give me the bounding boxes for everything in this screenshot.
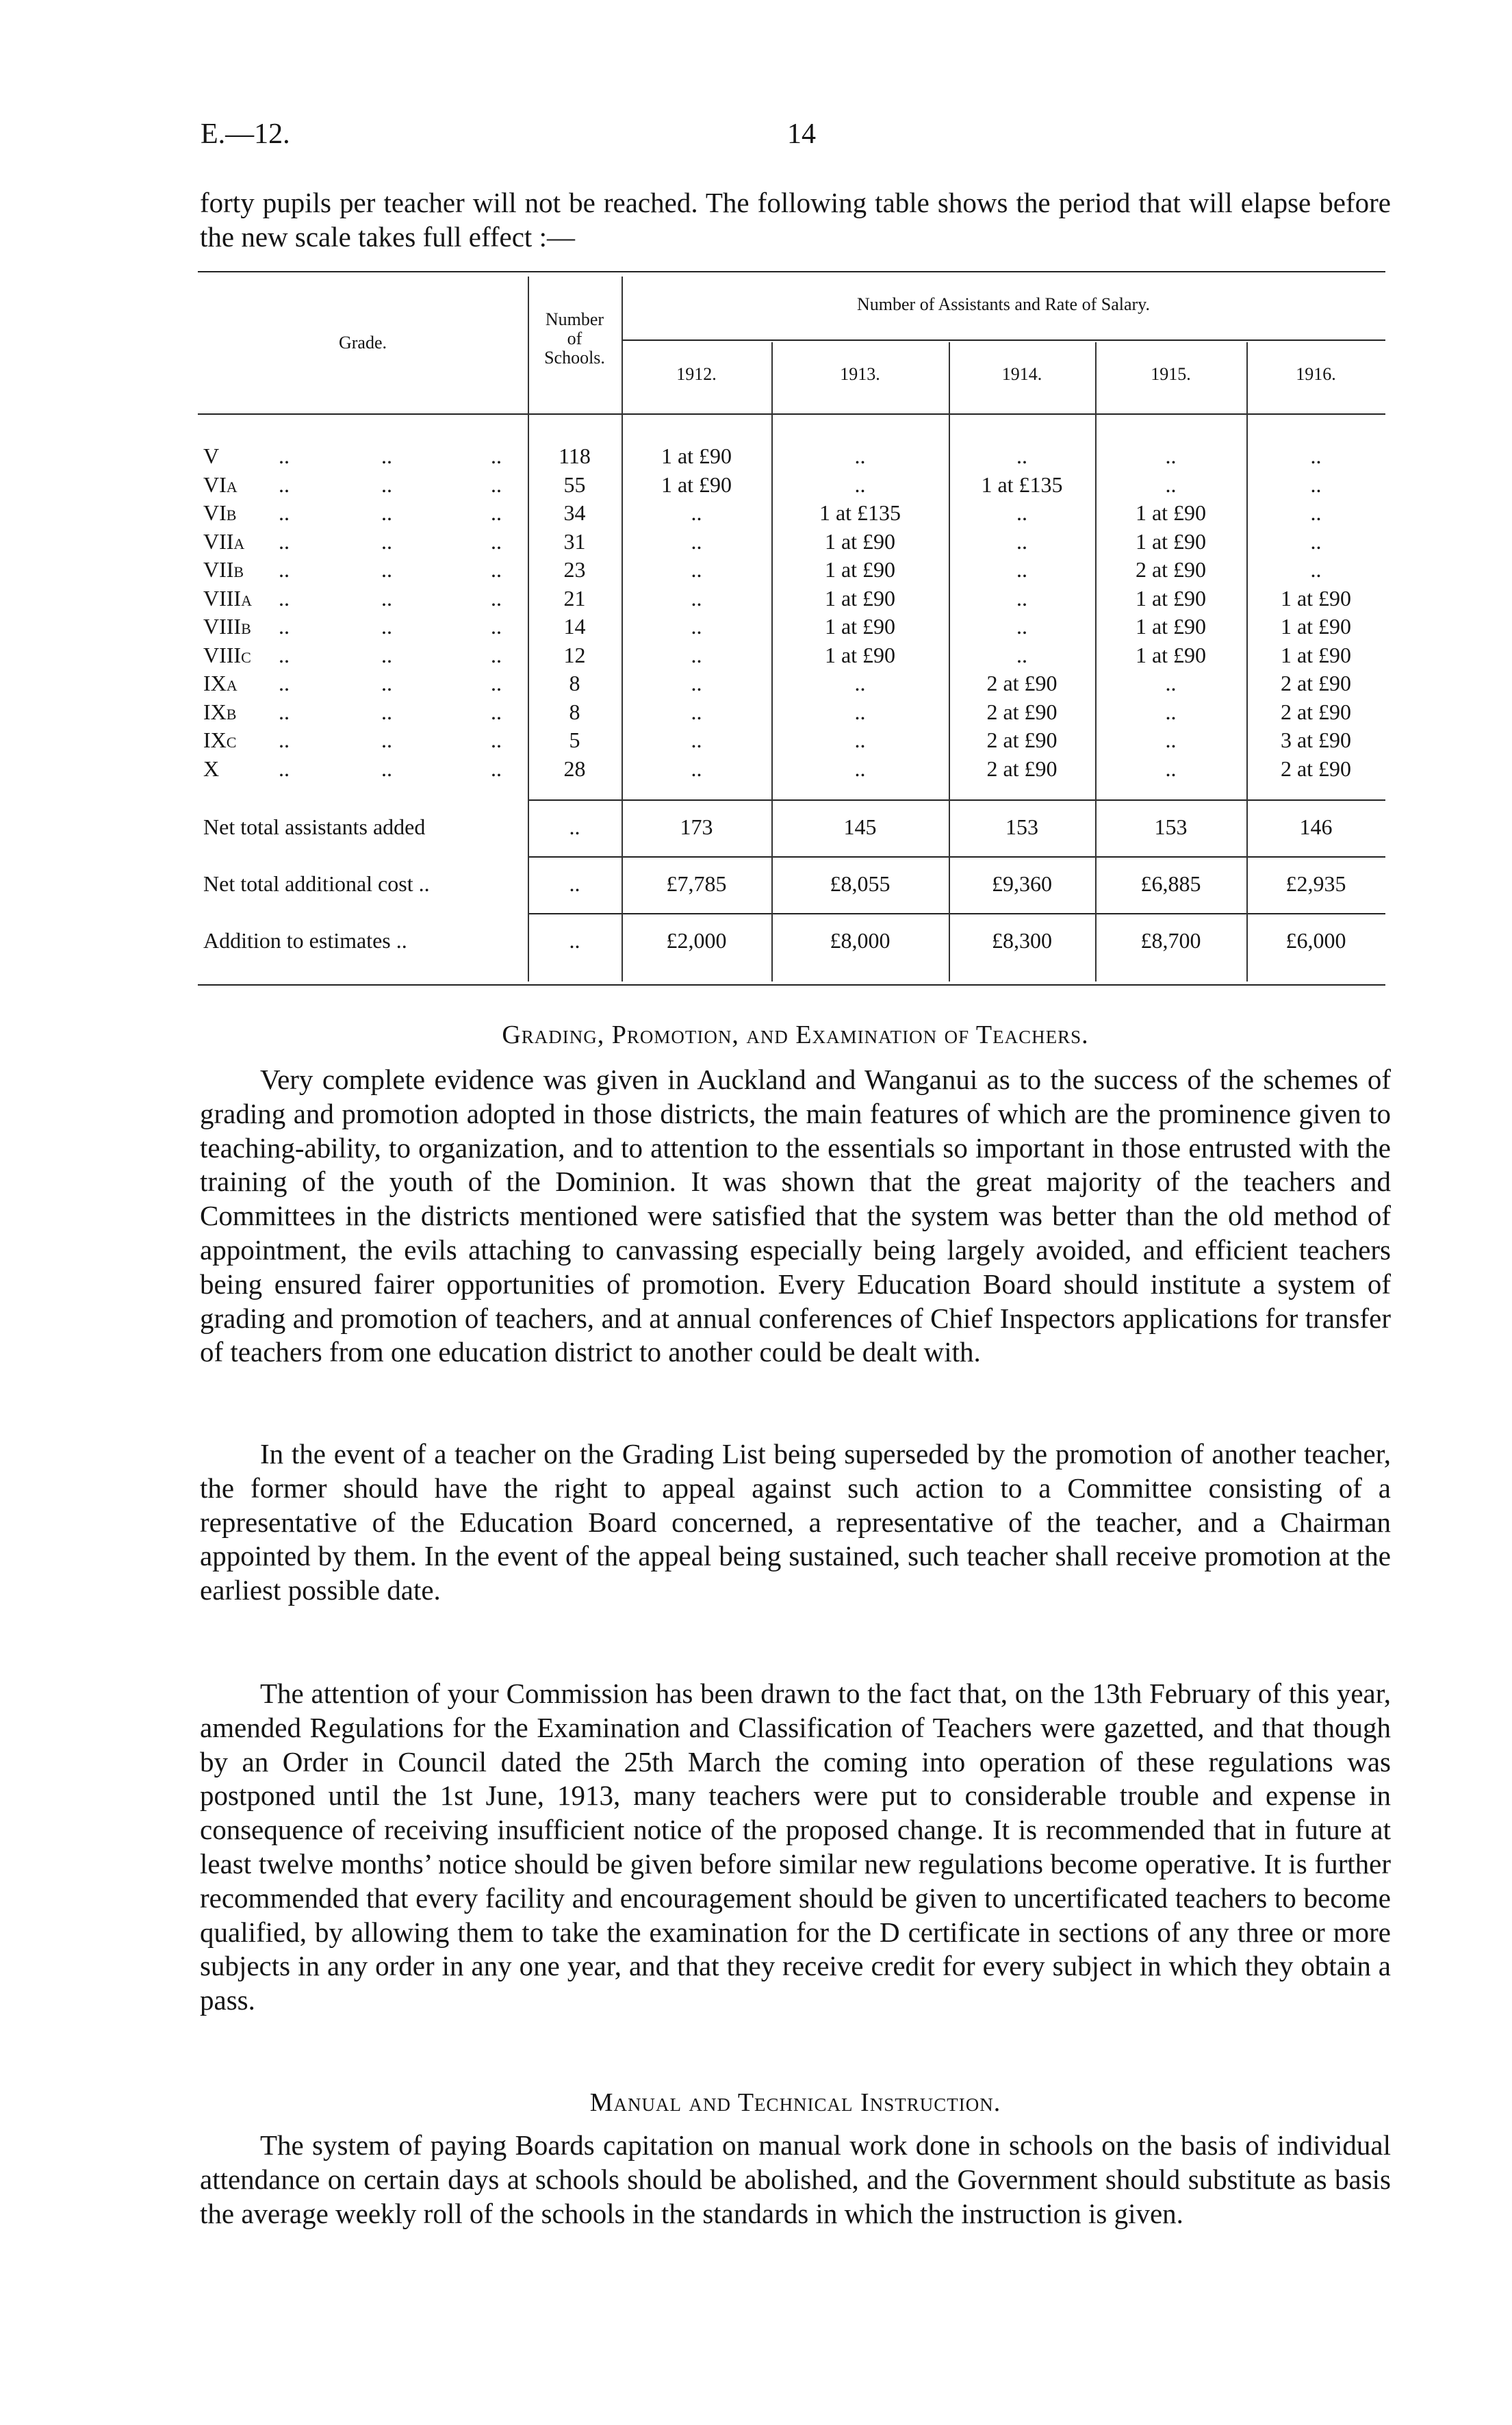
year-value: .. — [1165, 699, 1177, 724]
totals-row — [198, 813, 1385, 842]
table-row — [198, 613, 1385, 641]
grade-cell — [203, 669, 518, 700]
leader-dots: .. — [279, 699, 290, 724]
intro-paragraph: forty pupils per teacher will not be reached. The following table shows the period that will elapse before the new scale takes full effect :— — [200, 187, 1391, 253]
leader-dots: .. — [381, 472, 392, 497]
total-value: £8,700 — [1140, 928, 1201, 953]
table-row — [198, 556, 1385, 585]
schools-count: 118 — [559, 444, 591, 468]
year-value: .. — [1016, 585, 1027, 611]
header-year-1913: 1913. — [840, 364, 880, 384]
year-value: 2 at £90 — [1280, 756, 1352, 781]
header-schools-line3: Schools. — [544, 348, 605, 368]
table-row — [198, 698, 1385, 727]
schools-count: 31 — [563, 528, 586, 554]
leader-dots: .. — [381, 557, 392, 582]
grade-subdivision: B — [226, 506, 237, 524]
grade-subdivision: A — [226, 478, 238, 496]
year-value: 1 at £90 — [661, 444, 732, 468]
year-value: 1 at £90 — [1280, 614, 1352, 639]
year-value: .. — [691, 671, 702, 695]
document-reference: E.—12. — [201, 118, 290, 150]
schools-count: .. — [569, 928, 580, 953]
leader-dots: .. — [279, 756, 290, 781]
leader-dots: .. — [381, 500, 392, 525]
grade-subdivision: C — [241, 648, 251, 666]
leader-dots: .. — [381, 528, 392, 554]
total-value: 173 — [680, 814, 713, 839]
schools-count: 5 — [569, 728, 580, 752]
year-value: 1 at £90 — [1135, 528, 1207, 554]
section-heading: Grading, Promotion, and Examination of Teachers. — [502, 1021, 1089, 1049]
year-value: .. — [854, 444, 866, 468]
leader-dots: .. — [381, 444, 392, 468]
grade-subdivision: B — [233, 563, 244, 580]
grade-cell — [203, 585, 518, 615]
total-value: £7,785 — [666, 871, 727, 896]
year-value: 2 at £90 — [986, 756, 1058, 781]
leader-dots: .. — [279, 728, 290, 752]
grade-label: V — [203, 444, 220, 468]
body-paragraph: Very complete evidence was given in Auckland and Wanganui as to the success of the schemes of grading and promotion adopted in those districts, the main features of which are the prominence given to teaching-ability, to organization, and to attention to the essentials so important in those entrusted with the training of the youth of the Dominion. It was shown that the great majority of the teachers and Committees in the districts mentioned were satisfied that the system was better than the old method of appointment, the evils attaching to canvassing especially being largely avoided, and efficient teachers being ensured fairer opportunities of promotion. Every Education Board should institute a system of grading and promotion of teachers, and at annual conferences of Chief Inspectors applications for transfer of teachers from one education district to another could be dealt with. — [200, 1064, 1391, 1368]
year-value: .. — [1165, 728, 1177, 752]
salary-schedule-table — [198, 271, 1385, 986]
schools-count: 55 — [563, 472, 586, 497]
leader-dots: .. — [491, 642, 502, 667]
leader-dots: .. — [491, 585, 502, 611]
header-year-1914: 1914. — [1001, 364, 1042, 384]
grade-cell — [203, 641, 518, 672]
total-value: £9,360 — [992, 871, 1052, 896]
leader-dots: .. — [279, 585, 290, 611]
leader-dots: .. — [381, 642, 392, 667]
total-value: £8,300 — [992, 928, 1052, 953]
year-value: .. — [691, 500, 702, 525]
grade-label: VI — [203, 472, 227, 497]
year-value: 1 at £90 — [824, 528, 896, 554]
totals-row — [198, 927, 1385, 955]
table-row — [198, 726, 1385, 755]
grade-label: VIII — [203, 614, 242, 639]
year-value: 1 at £90 — [824, 614, 896, 639]
year-value: 1 at £90 — [1135, 614, 1207, 639]
table-top-rule — [198, 271, 1385, 272]
year-value: 1 at £135 — [819, 500, 901, 525]
year-value: 1 at £90 — [824, 557, 896, 582]
schools-count: 14 — [563, 614, 586, 639]
leader-dots: .. — [279, 444, 290, 468]
header-year-1912: 1912. — [676, 364, 717, 384]
year-value: 1 at £90 — [824, 642, 896, 667]
schools-count: .. — [569, 871, 580, 896]
header-bottom-rule — [198, 413, 1385, 415]
total-value: £8,000 — [830, 928, 890, 953]
leader-dots: .. — [491, 472, 502, 497]
year-value: .. — [1016, 444, 1027, 468]
grade-subdivision: A — [241, 591, 252, 609]
grade-label: VIII — [203, 642, 242, 667]
year-value: .. — [854, 472, 866, 497]
grade-cell — [203, 528, 518, 559]
schools-count: 21 — [563, 585, 586, 611]
grade-subdivision: C — [226, 734, 237, 751]
year-value: 1 at £90 — [1135, 642, 1207, 667]
table-bottom-rule — [198, 984, 1385, 986]
year-value: .. — [691, 642, 702, 667]
leader-dots: .. — [381, 585, 392, 611]
year-value: .. — [1310, 444, 1322, 468]
year-value: .. — [1016, 528, 1027, 554]
totals-row — [198, 870, 1385, 899]
year-value: .. — [1016, 614, 1027, 639]
totals-label: Net total assistants added — [203, 814, 426, 839]
year-value: .. — [1016, 642, 1027, 667]
header-schools-line2: of — [567, 329, 582, 348]
leader-dots: .. — [279, 642, 290, 667]
grade-cell — [203, 471, 518, 502]
total-value: £6,885 — [1140, 871, 1201, 896]
leader-dots: .. — [381, 614, 392, 639]
year-value: .. — [1165, 671, 1177, 695]
leader-dots: .. — [381, 728, 392, 752]
leader-dots: .. — [279, 671, 290, 695]
year-value: .. — [691, 728, 702, 752]
table-row — [198, 471, 1385, 500]
leader-dots: .. — [279, 472, 290, 497]
year-value: .. — [1016, 500, 1027, 525]
year-value: .. — [1310, 472, 1322, 497]
header-year-1916: 1916. — [1296, 364, 1336, 384]
table-row — [198, 528, 1385, 556]
grade-cell — [203, 755, 518, 784]
year-value: .. — [691, 557, 702, 582]
year-value: 1 at £90 — [1135, 585, 1207, 611]
body-paragraph: In the event of a teacher on the Grading List being superseded by the promotion of another teacher, the former should have the right to appeal against such action to a Committee consisting of a representative of the Education Board concerned, a representative of the teacher, and a Chairman appointed by them. In the event of the appeal being sustained, such teacher shall receive promotion at the earliest possible date. — [200, 1438, 1391, 1606]
total-value: £8,055 — [830, 871, 890, 896]
year-value: 2 at £90 — [1280, 699, 1352, 724]
year-value: 2 at £90 — [986, 728, 1058, 752]
body-paragraph: The system of paying Boards capitation on manual work done in schools on the basis of individual attendance on certain days at schools should be abolished, and the Government should substitute as basis the average weekly roll of the schools in the standards in which the instruction is given. — [200, 2129, 1391, 2229]
year-value: .. — [1310, 528, 1322, 554]
totals-label: Net total additional cost .. — [203, 871, 430, 896]
schools-count: 8 — [569, 699, 580, 724]
grade-subdivision: B — [241, 620, 251, 637]
schools-count: 8 — [569, 671, 580, 695]
year-value: .. — [1016, 557, 1027, 582]
grade-cell — [203, 698, 518, 729]
leader-dots: .. — [279, 557, 290, 582]
leader-dots: .. — [491, 671, 502, 695]
leader-dots: .. — [279, 528, 290, 554]
leader-dots: .. — [381, 756, 392, 781]
grade-subdivision: B — [226, 705, 237, 723]
year-value: .. — [1165, 444, 1177, 468]
totals-rule-2 — [528, 856, 1385, 858]
year-value: 2 at £90 — [1280, 671, 1352, 695]
year-value: .. — [691, 614, 702, 639]
body-paragraph: The attention of your Commission has been drawn to the fact that, on the 13th February of this year, amended Regulations for the Examination and Classification of Teachers were gazetted, and that though by an Order in Council dated the 25th March the coming into operation of these regulations was postponed until the 1st June, 1913, many teachers were put to considerable trouble and expense in consequence of receiving insufficient notice of the proposed change. It is recommended that in future at least twelve months’ notice should be given before similar new regulations become operative. It is further recommended that every facility and encouragement should be given to uncertificated teachers to become qualified, by allowing them to take the examination for the D certificate in sections of any three or more subjects in any order in any one year, and that they receive credit for every subject in which they obtain a pass. — [200, 1678, 1391, 2016]
year-value: 2 at £90 — [1135, 557, 1207, 582]
schools-count: 28 — [563, 756, 586, 781]
header-grade: Grade. — [338, 333, 387, 352]
group-header-rule — [622, 339, 1385, 341]
grade-cell — [203, 499, 518, 530]
year-value: 1 at £90 — [661, 472, 732, 497]
grade-label: VI — [203, 500, 227, 525]
table-row — [198, 499, 1385, 528]
total-value: £2,935 — [1285, 871, 1346, 896]
schools-count: 23 — [563, 557, 586, 582]
header-group: Number of Assistants and Rate of Salary. — [857, 294, 1150, 314]
leader-dots: .. — [491, 444, 502, 468]
year-value: 1 at £90 — [1280, 642, 1352, 667]
year-value: .. — [854, 728, 866, 752]
year-value: 1 at £90 — [824, 585, 896, 611]
year-value: .. — [1165, 756, 1177, 781]
table-row — [198, 585, 1385, 613]
leader-dots: .. — [279, 500, 290, 525]
table-row — [198, 669, 1385, 698]
grade-cell — [203, 442, 518, 471]
grade-label: VII — [203, 528, 234, 554]
section-heading: Manual and Technical Instruction. — [589, 2088, 1001, 2117]
year-value: .. — [1310, 500, 1322, 525]
grade-subdivision: A — [233, 535, 245, 552]
leader-dots: .. — [491, 557, 502, 582]
leader-dots: .. — [381, 699, 392, 724]
schools-count: .. — [569, 814, 580, 839]
year-value: 3 at £90 — [1280, 728, 1352, 752]
total-value: 153 — [1154, 814, 1188, 839]
grade-label: X — [203, 756, 220, 781]
grade-cell — [203, 613, 518, 643]
year-value: .. — [1310, 557, 1322, 582]
leader-dots: .. — [279, 614, 290, 639]
grade-cell — [203, 556, 518, 587]
grade-subdivision: A — [226, 677, 238, 694]
grade-label: IX — [203, 671, 227, 695]
table-row — [198, 755, 1385, 784]
grade-label: IX — [203, 728, 227, 752]
grade-label: VIII — [203, 585, 242, 611]
year-value: .. — [691, 528, 702, 554]
leader-dots: .. — [491, 528, 502, 554]
table-row — [198, 442, 1385, 471]
year-value: .. — [854, 756, 866, 781]
totals-rule-1 — [528, 799, 1385, 801]
grade-label: VII — [203, 557, 234, 582]
year-value: .. — [691, 756, 702, 781]
year-value: 1 at £90 — [1135, 500, 1207, 525]
totals-rule-3 — [528, 913, 1385, 914]
year-value: 2 at £90 — [986, 671, 1058, 695]
leader-dots: .. — [491, 728, 502, 752]
year-value: .. — [1165, 472, 1177, 497]
grade-label: IX — [203, 699, 227, 724]
totals-label: Addition to estimates .. — [203, 928, 407, 953]
total-value: 153 — [1005, 814, 1038, 839]
grade-cell — [203, 726, 518, 757]
year-value: .. — [691, 699, 702, 724]
total-value: £6,000 — [1285, 928, 1346, 953]
page-number: 14 — [787, 118, 816, 150]
total-value: 145 — [843, 814, 877, 839]
year-value: 1 at £135 — [981, 472, 1063, 497]
header-year-1915: 1915. — [1151, 364, 1191, 384]
leader-dots: .. — [491, 614, 502, 639]
year-value: 2 at £90 — [986, 699, 1058, 724]
year-value: .. — [854, 671, 866, 695]
total-value: 146 — [1299, 814, 1333, 839]
year-value: .. — [691, 585, 702, 611]
leader-dots: .. — [491, 699, 502, 724]
schools-count: 12 — [563, 642, 586, 667]
total-value: £2,000 — [666, 928, 727, 953]
table-row — [198, 641, 1385, 670]
year-value: 1 at £90 — [1280, 585, 1352, 611]
schools-count: 34 — [563, 500, 586, 525]
year-value: .. — [854, 699, 866, 724]
leader-dots: .. — [491, 756, 502, 781]
leader-dots: .. — [381, 671, 392, 695]
leader-dots: .. — [491, 500, 502, 525]
header-schools-line1: Number — [545, 309, 604, 329]
